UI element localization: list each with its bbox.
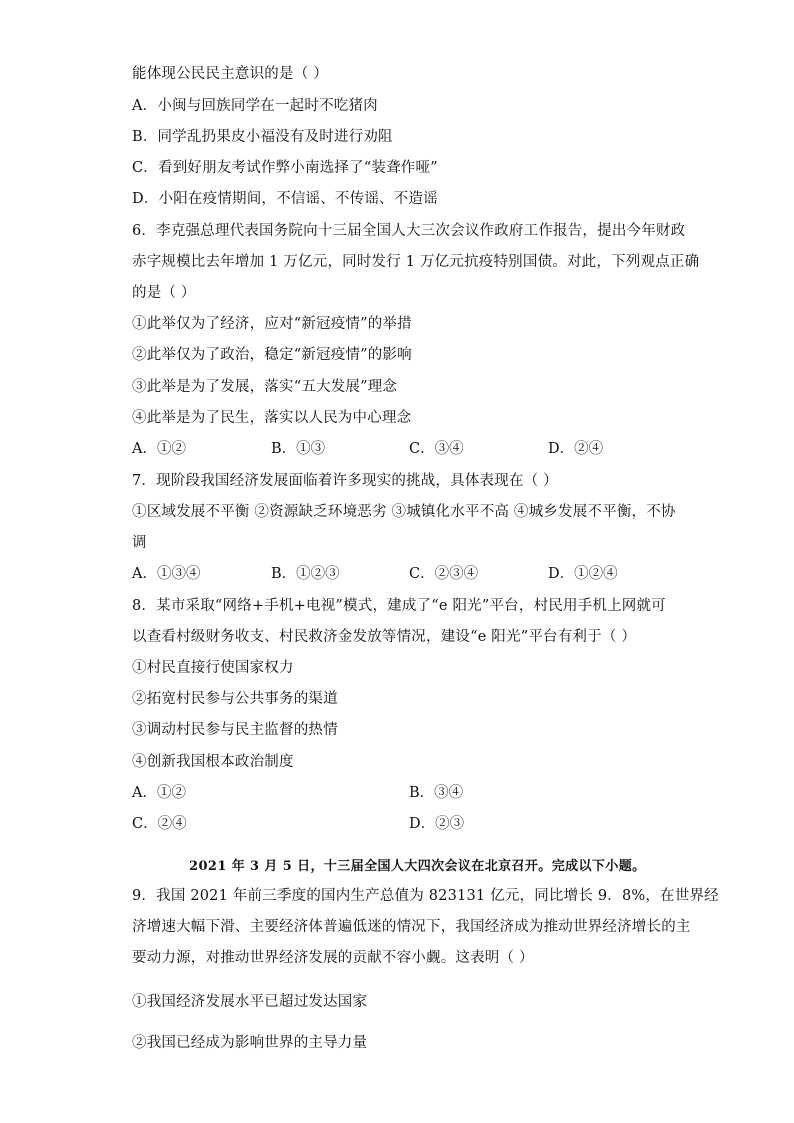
q7-option-c: C．②③④	[409, 566, 479, 582]
q9-statement-1: ①我国经济发展水平已超过发达国家	[132, 994, 368, 1010]
q8-statement-1: ①村民直接行使国家权力	[132, 660, 294, 676]
q9-stem-line2: 济增速大幅下滑、主要经济体普遍低迷的情况下，我国经济成为推动世界经济增长的主	[132, 919, 691, 935]
q7-statements-line1: ①区域发展不平衡 ②资源缺乏环境恶劣 ③城镇化水平不高 ④城乡发展不平衡，不协	[132, 504, 676, 520]
q8-statement-4: ④创新我国根本政治制度	[132, 754, 294, 770]
q6-option-d: D．②④	[548, 441, 604, 457]
q6-statement-2: ②此举仅为了政治，稳定“新冠疫情”的影响	[132, 347, 412, 363]
q5-stem-end: 能体现公民民主意识的是（ ）	[132, 66, 328, 82]
q6-statement-1: ①此举仅为了经济，应对“新冠疫情”的举措	[132, 316, 412, 332]
q5-option-b: B．同学乱扔果皮小福没有及时进行劝阻	[132, 129, 393, 145]
q6-statement-4: ④此举是为了民生，落实以人民为中心理念	[132, 410, 412, 426]
q6-stem-line2: 赤字规模比去年增加 1 万亿元，同时发行 1 万亿元抗疫特别国债。对此，下列观点正确	[132, 254, 700, 270]
q7-option-b: B．①②③	[271, 566, 340, 582]
q6-option-c: C．③④	[409, 441, 464, 457]
q7-option-a: A．①③④	[132, 566, 201, 582]
section-intro: 2021 年 3 月 5 日，十三届全国人大四次会议在北京召开。完成以下小题。	[189, 859, 646, 874]
q8-statement-2: ②拓宽村民参与公共事务的渠道	[132, 691, 338, 707]
q7-option-d: D．①②④	[548, 566, 618, 582]
q6-statement-3: ③此举是为了发展，落实“五大发展”理念	[132, 379, 398, 395]
q8-stem-line2: 以查看村级财务收支、村民救济金发放等情况，建设“e 阳光”平台有利于（ ）	[132, 629, 637, 645]
q7-statements-line2: 调	[132, 535, 147, 551]
q5-option-d: D．小阳在疫情期间，不信谣、不传谣、不造谣	[132, 191, 438, 207]
q9-statement-2: ②我国已经成为影响世界的主导力量	[132, 1035, 368, 1051]
q5-option-a: A．小闽与回族同学在一起时不吃猪肉	[132, 98, 378, 114]
q5-option-c: C．看到好朋友考试作弊小南选择了“装聋作哑”	[132, 160, 438, 176]
q8-option-a: A．①②	[132, 785, 186, 801]
q8-option-d: D．②③	[409, 816, 465, 832]
q7-stem: 7．现阶段我国经济发展面临着许多现实的挑战，具体表现在（ ）	[132, 473, 558, 489]
q8-statement-3: ③调动村民参与民主监督的热情	[132, 722, 338, 738]
q6-option-a: A．①②	[132, 441, 186, 457]
q8-stem-line1: 8．某市采取“网络+手机+电视”模式，建成了“e 阳光”平台，村民用手机上网就可	[132, 598, 666, 614]
q6-option-b: B．①③	[271, 441, 326, 457]
q8-option-c: C．②④	[132, 816, 187, 832]
q8-option-b: B．③④	[409, 785, 464, 801]
q6-stem-line3: 的是（ ）	[132, 285, 196, 301]
q9-stem-line3: 要动力源，对推动世界经济发展的贡献不容小觑。这表明（ ）	[132, 950, 534, 966]
q9-stem-line1: 9．我国 2021 年前三季度的国内生产总值为 823131 亿元，同比增长 9．8%，在世界经	[132, 888, 719, 904]
q6-stem-line1: 6．李克强总理代表国务院向十三届全国人大三次会议作政府工作报告，提出今年财政	[132, 223, 686, 239]
